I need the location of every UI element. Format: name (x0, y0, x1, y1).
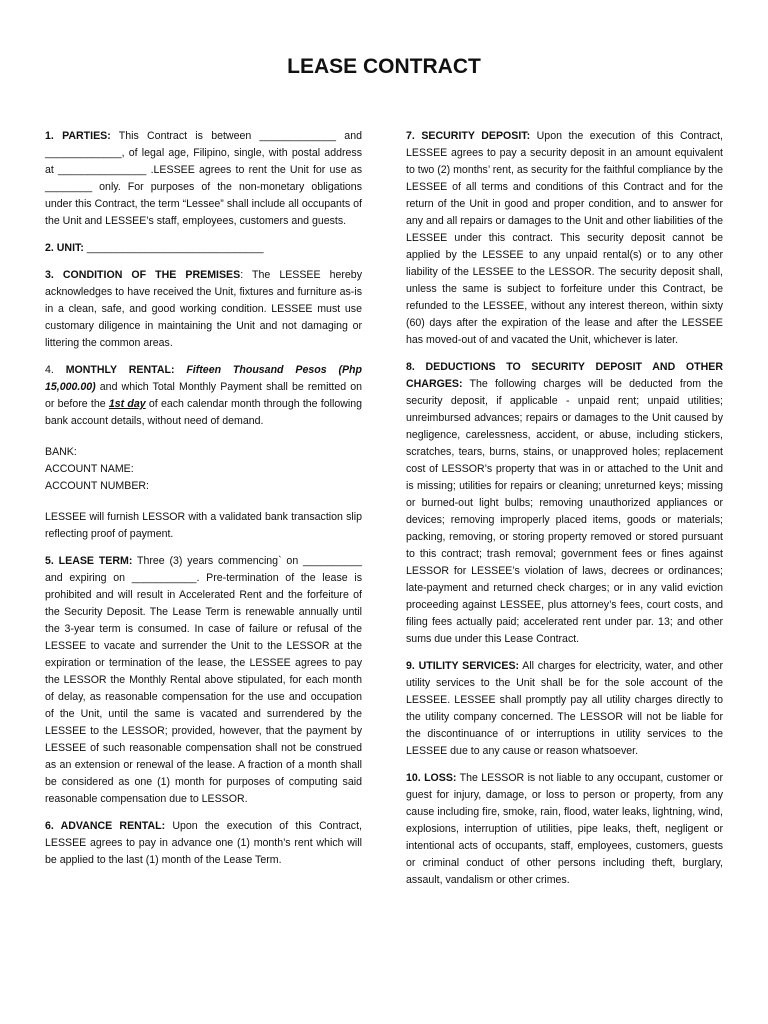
section-heading: 2. UNIT: (45, 242, 84, 254)
section-heading: 1. PARTIES: (45, 130, 111, 142)
section-heading: 9. UTILITY SERVICES: (406, 660, 520, 672)
right-column (406, 128, 723, 889)
payment-slip-note: LESSEE will furnish LESSOR with a validated bank transaction slip reflecting proof of payment. (45, 511, 362, 540)
section-heading: 8. DEDUCTIONS TO SECURITY DEPOSIT AND OTHER CHARGES: (406, 361, 723, 390)
document-title: LEASE CONTRACT (287, 55, 481, 78)
rental-amount: Fifteen Thousand Pesos (Php 15,000.00) (45, 364, 362, 393)
section-security-deposit (406, 128, 723, 349)
section-text: : The LESSEE hereby acknowledges to have received the Unit, fixtures and furniture as-is in a clean, safe, and good working condition. LESSEE must use customary diligence in maintaining the Unit and not damaging or littering the common areas. (45, 269, 362, 349)
section-text: Three (3) years commencing` on __________ and expiring on ___________. Pre-termination of the lease is prohibited and will result in Accelerated Rent and the forfeiture of the Security Deposit. The Lease Term is renewable annually until the 3-year term is consumed. In case of failure or refusal of the LESSEE to vacate and surrender the Unit to the LESSOR at the expiration or termination of the lease, the LESSEE agrees to pay the LESSOR the Monthly Rental above stipulated, for each month of delay, as reasonable compensation for the use and occupation of the Unit, until the same is vacated and surrendered by the LESSEE to the LESSOR; provided, however, that the payment by LESSEE of such reasonable compensation shall not be construed as an extension or renewal of the lease. A fraction of a month shall be considered as one (1) month for purposes of computing said reasonable compensation due to LESSOR. (45, 555, 362, 805)
section-condition (45, 267, 362, 352)
section-heading: MONTHLY RENTAL: (65, 364, 175, 376)
section-text: of each calendar month through the following bank account details, without need of demand. (45, 398, 363, 427)
section-utility-services (406, 658, 723, 760)
section-deductions (406, 359, 723, 648)
section-loss (406, 770, 723, 889)
bank-details (45, 444, 362, 495)
unit-blank: ______________________________ (86, 242, 264, 254)
section-text: and which Total Monthly Payment shall be remitted on or before the (45, 381, 363, 410)
section-number: 4. (45, 364, 54, 376)
section-advance-rental (45, 818, 362, 869)
section-unit (45, 240, 362, 257)
account-number-label: ACCOUNT NUMBER: (45, 480, 149, 492)
section-text: The following charges will be deducted from the security deposit, if applicable - unpaid rent; unpaid utilities; unreimbursed advances; repairs or damages to the Unit caused by negligence, carelessness, accident, or abuse, including stickers, scratches, tears, burns, stains, or unapproved holes; replacement cost of LESSOR’s property that was in or attached to the Unit and is missing; utilities for repairs or cleaning; unreturned keys; missing or burned-out light bulbs; removing unauthorized appliances or devices; removing improperly placed items, goods or materials; packing, removing, or storing property removed or stored pursuant to this contract; trash removal; government fees or fines against LESSOR for LESSEE’s violation of laws, decrees or ordinances; late-payment and returned check charges; or in any valid eviction proceeding against LESSEE, plus attorney’s fees, court costs, and filing fees actually paid; accelerated rent under par. 13; and other sums due under this Lease Contract. (406, 378, 723, 645)
left-column (45, 128, 362, 879)
section-lease-term (45, 553, 362, 808)
section-heading: 3. CONDITION OF THE PREMISES (45, 269, 241, 281)
section-heading: 10. LOSS: (406, 772, 457, 784)
account-name-label: ACCOUNT NAME: (45, 463, 134, 475)
section-text: All charges for electricity, water, and other utility services to the Unit shall be for the sole account of the LESSEE. LESSEE shall promptly pay all utility charges directly to the utility company concerned. The LESSOR will not be liable for the discontinuance of or interruptions in utility services to the LESSEE due to any cause or reason whatsoever. (406, 660, 723, 757)
section-text: This Contract is between _____________ and _____________, of legal age, Filipino, single, with postal address at _______________ .LESSEE agrees to rent the Unit for use as ________ only. For purposes of the non-monetary obligations under this Contract, the term “Lessee” shall include all occupants of the Unit and LESSEE’s staff, employees, customers and guests. (45, 130, 362, 227)
section-parties (45, 128, 362, 230)
section-heading: 6. ADVANCE RENTAL: (45, 820, 166, 832)
section-text: Upon the execution of this Contract, LESSEE agrees to pay in advance one (1) month’s rent which will be applied to the last (1) month of the Lease Term. (45, 820, 362, 866)
section-text: Upon the execution of this Contract, LESSEE agrees to pay a security deposit in an amount equivalent to two (2) months’ rent, as security for the faithful compliance by the LESSEE of all terms and conditions of this Contract and for the return of the Unit in good and proper condition, and to answer for any and all repairs or damages to the Unit and other liabilities of the LESSEE under this contract. This security deposit cannot be applied by the LESSEE to any unpaid rental(s) or to any other liability of the LESSEE to the LESSOR. The security deposit shall, unless the same is subject to forfeiture under this Contract, be refunded to the LESSEE, without any interest thereon, within sixty (60) days after the expiration of the lease and after the LESSEE has moved-out of and vacated the Unit, whichever is later. (406, 130, 723, 346)
section-text: The LESSOR is not liable to any occupant, customer or guest for injury, damage, or loss to person or property, from any cause including fire, smoke, rain, flood, water leaks, lightning, wind, explosions, interruption of utilities, pipe leaks, theft, negligent or intentional acts of occupants, staff, employees, customers, guests or criminal conduct of other persons including theft, burglary, assault, vandalism or other crimes. (406, 772, 723, 886)
section-heading: 7. SECURITY DEPOSIT: (406, 130, 531, 142)
section-monthly-rental (45, 362, 362, 430)
due-day: 1st day (108, 398, 146, 410)
bank-label: BANK: (45, 446, 77, 458)
section-heading: 5. LEASE TERM: (45, 555, 133, 567)
